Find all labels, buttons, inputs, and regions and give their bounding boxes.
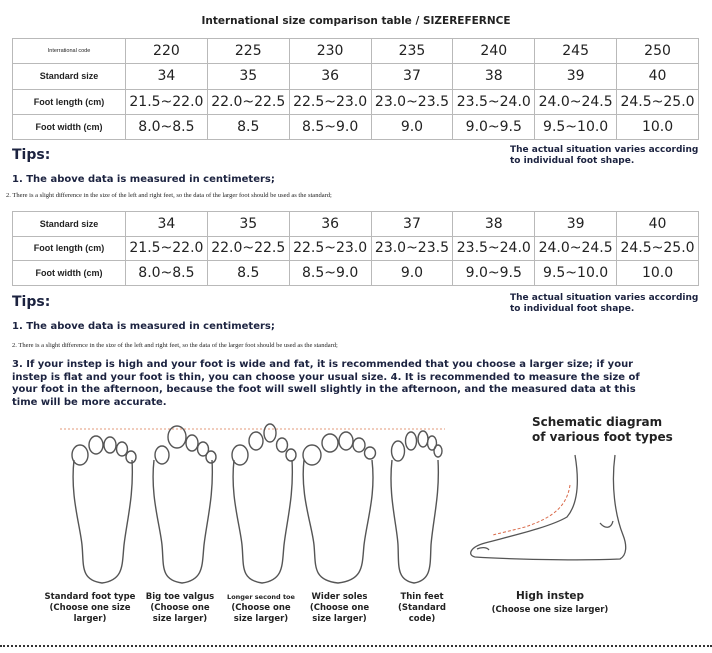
- table-cell: 35: [207, 64, 289, 89]
- table-cell: 37: [371, 64, 453, 89]
- table-row: [13, 39, 699, 64]
- size-table-international: [12, 38, 699, 140]
- table-cell: 8.5~9.0: [289, 114, 371, 139]
- table-row: [13, 89, 699, 114]
- row-header: Foot width (cm): [13, 114, 126, 139]
- table-cell: 38: [453, 212, 535, 237]
- table-cell: 24.5~25.0: [617, 236, 699, 261]
- high-instep-caption: High instep: [515, 590, 584, 602]
- tip-line-2-2: 2. There is a slight difference in the size of the left and right feet, so the data of the larger foot should be used as the standard;: [12, 342, 338, 349]
- table-row: [13, 114, 699, 139]
- big-toe-valgus-foot-icon: [153, 426, 216, 583]
- table-cell: 235: [371, 39, 453, 64]
- table-cell: 40: [617, 212, 699, 237]
- size-table-standard: [12, 211, 699, 286]
- foot-types-illustration: [0, 415, 470, 595]
- standard-foot-icon: [72, 436, 136, 583]
- table-cell: 22.5~23.0: [289, 236, 371, 261]
- table-row: [13, 212, 699, 237]
- table-row: [13, 236, 699, 261]
- table-cell: 10.0: [617, 261, 699, 286]
- table-cell: 8.5: [207, 261, 289, 286]
- table-row: [13, 261, 699, 286]
- tips-side-note-2: The actual situation varies according to individual foot shape.: [510, 293, 699, 314]
- table-cell: 35: [207, 212, 289, 237]
- table-cell: 8.5~9.0: [289, 261, 371, 286]
- table-cell: 37: [371, 212, 453, 237]
- table-cell: 250: [617, 39, 699, 64]
- table-cell: 8.0~8.5: [126, 114, 208, 139]
- row-header: Foot length (cm): [13, 89, 126, 114]
- caption-thin-feet: Thin feet (Standard code): [398, 592, 446, 624]
- table-cell: 9.0: [371, 114, 453, 139]
- table-cell: 240: [453, 39, 535, 64]
- table-cell: 36: [289, 212, 371, 237]
- table-cell: 10.0: [617, 114, 699, 139]
- tip-line-2: 2. There is a slight difference in the size of the left and right feet, so the data of the larger foot should be used as the standard;: [6, 192, 332, 199]
- table-cell: 36: [289, 64, 371, 89]
- caption-standard-foot: Standard foot type (Choose one size larger): [44, 592, 136, 624]
- table-cell: 9.0~9.5: [453, 114, 535, 139]
- table-cell: 23.0~23.5: [371, 89, 453, 114]
- caption-big-toe-valgus: Big toe valgus (Choose one size larger): [145, 592, 215, 624]
- table-cell: 22.0~22.5: [207, 236, 289, 261]
- table-cell: 23.5~24.0: [453, 89, 535, 114]
- table-cell: 220: [126, 39, 208, 64]
- row-header: Foot length (cm): [13, 236, 126, 261]
- row-header: Foot width (cm): [13, 261, 126, 286]
- table-cell: 34: [126, 212, 208, 237]
- table-cell: 21.5~22.0: [126, 236, 208, 261]
- caption-wider-soles: Wider soles (Choose one size larger): [309, 592, 370, 624]
- row-header: Standard size: [13, 64, 126, 89]
- table-cell: 225: [207, 39, 289, 64]
- table-cell: 39: [535, 212, 617, 237]
- table-cell: 230: [289, 39, 371, 64]
- table-cell: 24.0~24.5: [535, 89, 617, 114]
- high-instep-note: (Choose one size larger): [491, 605, 609, 615]
- table-cell: 21.5~22.0: [126, 89, 208, 114]
- table-cell: 9.5~10.0: [535, 114, 617, 139]
- table-cell: 23.0~23.5: [371, 236, 453, 261]
- wider-soles-foot-icon: [303, 432, 376, 583]
- table-row: [13, 64, 699, 89]
- tip-line-1: 1. The above data is measured in centimeters;: [12, 174, 275, 185]
- tips-heading-2: Tips:: [12, 294, 51, 310]
- table-cell: 9.5~10.0: [535, 261, 617, 286]
- table-cell: 9.0~9.5: [453, 261, 535, 286]
- caption-longer-second-toe: Longer second toe (Choose one size larger): [227, 593, 295, 624]
- tips-heading: Tips:: [12, 147, 51, 163]
- schematic-title: Schematic diagram of various foot types: [532, 415, 673, 444]
- table-cell: 22.5~23.0: [289, 89, 371, 114]
- bottom-divider: [0, 645, 712, 647]
- high-instep-diagram: [455, 445, 705, 575]
- longer-second-toe-foot-icon: [232, 424, 296, 583]
- table-cell: 245: [535, 39, 617, 64]
- table-cell: 40: [617, 64, 699, 89]
- table-cell: 8.5: [207, 114, 289, 139]
- thin-feet-foot-icon: [391, 431, 442, 583]
- table-cell: 39: [535, 64, 617, 89]
- tip-line-1-2: 1. The above data is measured in centimeters;: [12, 321, 275, 332]
- row-header: Interrational code: [13, 39, 126, 64]
- row-header: Standard size: [13, 212, 126, 237]
- table-cell: 34: [126, 64, 208, 89]
- tips-side-note: The actual situation varies according to individual foot shape.: [510, 145, 699, 166]
- table-cell: 24.5~25.0: [617, 89, 699, 114]
- table-cell: 38: [453, 64, 535, 89]
- table-cell: 9.0: [371, 261, 453, 286]
- table-cell: 8.0~8.5: [126, 261, 208, 286]
- page-title: International size comparison table / SIZEREFERNCE: [201, 15, 511, 27]
- tip-line-3: 3. If your instep is high and your foot is wide and fat, it is recommended that you choose a larger size; if your instep is flat and your foot is thin, you can choose your usual size. 4. It is recommended to measure the size of your foot in the afternoon, because the foot will swell slightly in the afternoon, and the measured data at this time will be more accurate.: [12, 359, 640, 408]
- table-cell: 23.5~24.0: [453, 236, 535, 261]
- table-cell: 22.0~22.5: [207, 89, 289, 114]
- table-cell: 24.0~24.5: [535, 236, 617, 261]
